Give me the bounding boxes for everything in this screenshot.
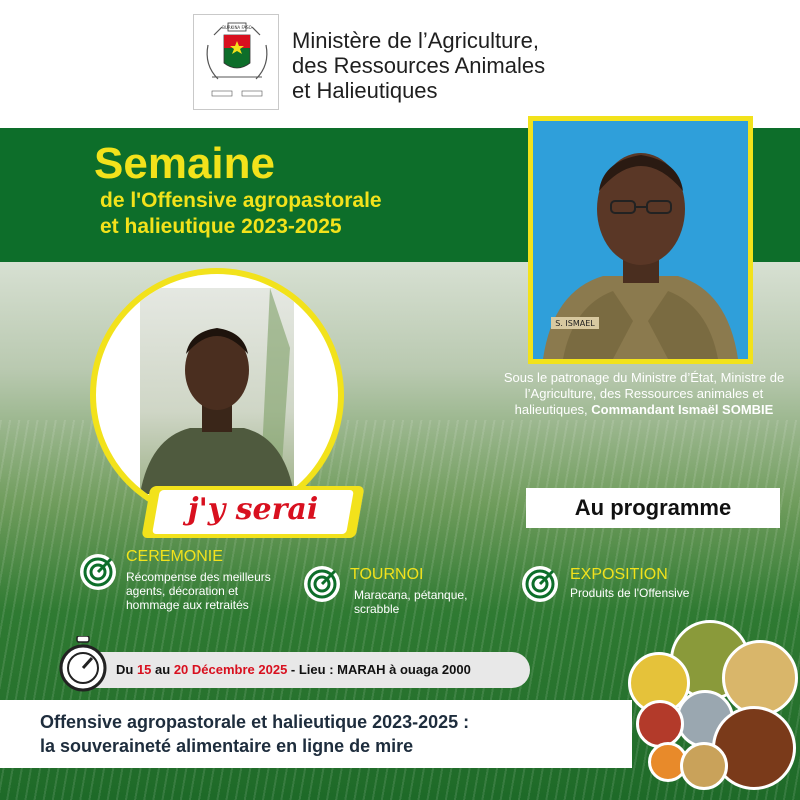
slogan-line-1: Offensive agropastorale et halieutique 2023-2025 : bbox=[40, 712, 470, 732]
schedule-bar bbox=[80, 652, 530, 688]
schedule-text: Du 15 au 20 Décembre 2025 - Lieu : MARAH à ouaga 2000 bbox=[116, 662, 471, 677]
potatoes-image bbox=[722, 640, 798, 716]
patronage-text bbox=[488, 370, 800, 418]
program-item-title: CEREMONIE bbox=[126, 548, 223, 565]
minister-name: Commandant Ismaël SOMBIE bbox=[591, 402, 774, 417]
ministry-line-3: et Halieutiques bbox=[292, 78, 438, 103]
meat-image bbox=[636, 700, 684, 748]
target-icon bbox=[78, 552, 118, 592]
target-icon bbox=[302, 564, 342, 604]
attendee-photo-frame bbox=[96, 274, 338, 516]
minister-portrait-frame bbox=[528, 116, 753, 364]
jyserai-label: j'y serai bbox=[187, 492, 319, 527]
program-item-tournoi bbox=[302, 564, 502, 624]
ministry-name bbox=[292, 28, 545, 103]
program-item-ceremonie bbox=[78, 548, 318, 618]
program-item-title: EXPOSITION bbox=[570, 566, 668, 583]
start-date: 15 bbox=[136, 662, 152, 677]
patronage-prefix: Sous le patronage du Ministre d’État, Ministre de l’Agriculture, des Ressources animales et halieutiques, bbox=[503, 370, 785, 417]
attendee-photo bbox=[140, 288, 294, 494]
slogan-line-2: la souveraineté alimentaire en ligne de mire bbox=[40, 736, 414, 756]
slogan-text bbox=[40, 710, 469, 758]
program-item-title: TOURNOI bbox=[350, 566, 424, 583]
program-item-description: Produits de l'Offensive bbox=[570, 586, 690, 600]
venue: MARAH à ouaga 2000 bbox=[337, 662, 471, 677]
slogan-banner bbox=[0, 700, 632, 768]
coat-of-arms-logo bbox=[193, 14, 279, 110]
beans-image bbox=[680, 742, 728, 790]
svg-text:BURKINA FASO: BURKINA FASO bbox=[222, 25, 252, 30]
event-title: Semaine bbox=[94, 139, 275, 188]
event-subtitle-line-1: de l'Offensive agropastorale bbox=[100, 189, 382, 212]
ministry-line-1: Ministère de l’Agriculture, bbox=[292, 28, 539, 53]
program-item-exposition bbox=[520, 564, 740, 614]
programme-heading: Au programme bbox=[526, 488, 780, 528]
header bbox=[0, 0, 800, 128]
program-item-description: Récompense des meilleurs agents, décoration et hommage aux retraités bbox=[126, 570, 271, 612]
ministry-line-2: des Ressources Animales bbox=[292, 53, 546, 78]
stopwatch-icon bbox=[58, 636, 108, 692]
jyserai-badge bbox=[146, 482, 360, 540]
program-item-description: Maracana, pétanque, scrabble bbox=[354, 588, 468, 616]
minister-portrait bbox=[533, 121, 748, 359]
event-subtitle-line-2: et halieutique 2023-2025 bbox=[100, 215, 342, 238]
end-date: 20 Décembre 2025 bbox=[173, 662, 288, 677]
target-icon bbox=[520, 564, 560, 604]
uniform-name-tag: S. ISMAEL bbox=[555, 319, 595, 328]
event-subtitle bbox=[100, 188, 382, 240]
